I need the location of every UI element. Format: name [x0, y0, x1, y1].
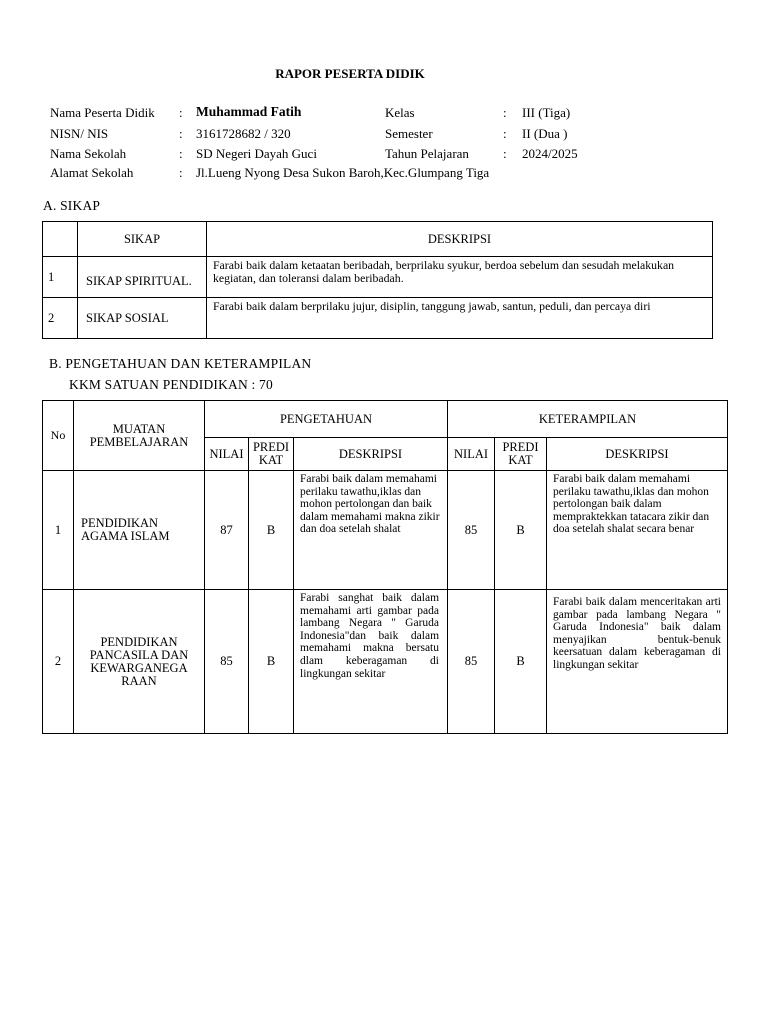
semester-label: Semester — [385, 126, 433, 141]
row-p-predikat: B — [249, 471, 294, 590]
row-no: 1 — [43, 471, 74, 590]
row-muatan: PENDIDIKAN AGAMA ISLAM — [74, 471, 205, 590]
header-muatan: MUATAN PEMBELAJARAN — [74, 401, 205, 471]
header-sikap: SIKAP — [78, 222, 207, 257]
nilai-table — [42, 400, 728, 734]
row-no: 1 — [43, 257, 78, 298]
nama-value: Muhammad Fatih — [196, 104, 302, 119]
row-no: 2 — [43, 590, 74, 734]
semester-value: II (Dua ) — [522, 126, 568, 141]
row-muatan: PENDIDIKAN PANCASILA DAN KEWARGANEGA RAAN — [74, 590, 205, 734]
alamat-value: Jl.Lueng Nyong Desa Sukon Baroh,Kec.Glumpang Tiga — [196, 165, 490, 180]
row-k-predikat: B — [495, 590, 547, 734]
row-sikap: SIKAP SPIRITUAL. — [78, 257, 207, 298]
kelas-value: III (Tiga) — [522, 105, 571, 120]
row-deskripsi: Farabi baik dalam ketaatan beribadah, berprilaku syukur, berdoa sebelum dan sesudah melakukan kegiatan, dan toleransi dalam beribadah. — [207, 257, 713, 298]
row-k-deskripsi: Farabi baik dalam memahami perilaku tawathu,iklas dan mohon pertolongan baik dalam mempraktekkan tatacara zikir dan doa setelah shalat secara benar — [547, 471, 728, 590]
section-b-heading: B. PENGETAHUAN DAN KETERAMPILAN — [49, 356, 312, 371]
sekolah-label: Nama Sekolah — [50, 146, 127, 161]
row-p-deskripsi: Farabi sanghat baik dalam memahami arti gambar pada lambang Negara " Garuda Indonesia"dan baik dalam memahami makna bersatu dlam keberagaman di lingkungan sekitar — [294, 590, 448, 734]
table-row — [43, 471, 728, 590]
kelas-label: Kelas — [385, 105, 415, 120]
table-row — [43, 257, 713, 298]
table-row — [43, 298, 713, 339]
section-a-heading: A. SIKAP — [43, 198, 101, 213]
nisn-label: NISN/ NIS — [50, 126, 109, 141]
table-header-row — [43, 401, 728, 438]
header-p-predikat: PREDI KAT — [249, 438, 294, 471]
header-p-deskripsi: DESKRIPSI — [294, 438, 448, 471]
colon: : — [503, 146, 507, 161]
colon: : — [179, 146, 183, 161]
row-k-deskripsi: Farabi baik dalam menceritakan arti gambar pada lambang Negara " Garuda Indonesia" baik dalam menyajikan bentuk-benuk keersatuan dalam keberagaman di lingkungan sekitar — [547, 590, 728, 734]
row-k-nilai: 85 — [448, 471, 495, 590]
report-title: RAPOR PESERTA DIDIK — [275, 66, 425, 81]
alamat-label: Alamat Sekolah — [50, 165, 134, 180]
header-k-nilai: NILAI — [448, 438, 495, 471]
tahun-value: 2024/2025 — [522, 146, 578, 161]
nama-label: Nama Peserta Didik — [50, 105, 155, 120]
header-p-nilai: NILAI — [205, 438, 249, 471]
table-header-row — [43, 222, 713, 257]
nisn-value: 3161728682 / 320 — [196, 126, 291, 141]
row-p-nilai: 85 — [205, 590, 249, 734]
header-no: No — [43, 401, 74, 471]
header-no-cell — [43, 222, 78, 257]
sekolah-value: SD Negeri Dayah Guci — [196, 146, 317, 161]
row-p-deskripsi: Farabi baik dalam memahami perilaku tawathu,iklas dan mohon pertolongan dan baik dalam memahami makna zikir dan doa setelah shalat — [294, 471, 448, 590]
row-p-nilai: 87 — [205, 471, 249, 590]
sikap-table — [42, 221, 713, 339]
row-k-nilai: 85 — [448, 590, 495, 734]
row-deskripsi: Farabi baik dalam berprilaku jujur, disiplin, tanggung jawab, santun, peduli, dan percaya diri — [207, 298, 713, 339]
row-p-predikat: B — [249, 590, 294, 734]
colon: : — [179, 105, 183, 120]
row-k-predikat: B — [495, 471, 547, 590]
colon: : — [179, 165, 183, 180]
row-no: 2 — [43, 298, 78, 339]
header-k-deskripsi: DESKRIPSI — [547, 438, 728, 471]
row-sikap: SIKAP SOSIAL — [78, 298, 207, 339]
colon: : — [179, 126, 183, 141]
header-k-predikat: PREDI KAT — [495, 438, 547, 471]
header-keterampilan: KETERAMPILAN — [448, 401, 728, 438]
kkm-label: KKM SATUAN PENDIDIKAN : 70 — [69, 377, 273, 392]
table-row — [43, 590, 728, 734]
colon: : — [503, 105, 507, 120]
colon: : — [503, 126, 507, 141]
tahun-label: Tahun Pelajaran — [385, 146, 469, 161]
header-deskripsi: DESKRIPSI — [207, 222, 713, 257]
header-pengetahuan: PENGETAHUAN — [205, 401, 448, 438]
